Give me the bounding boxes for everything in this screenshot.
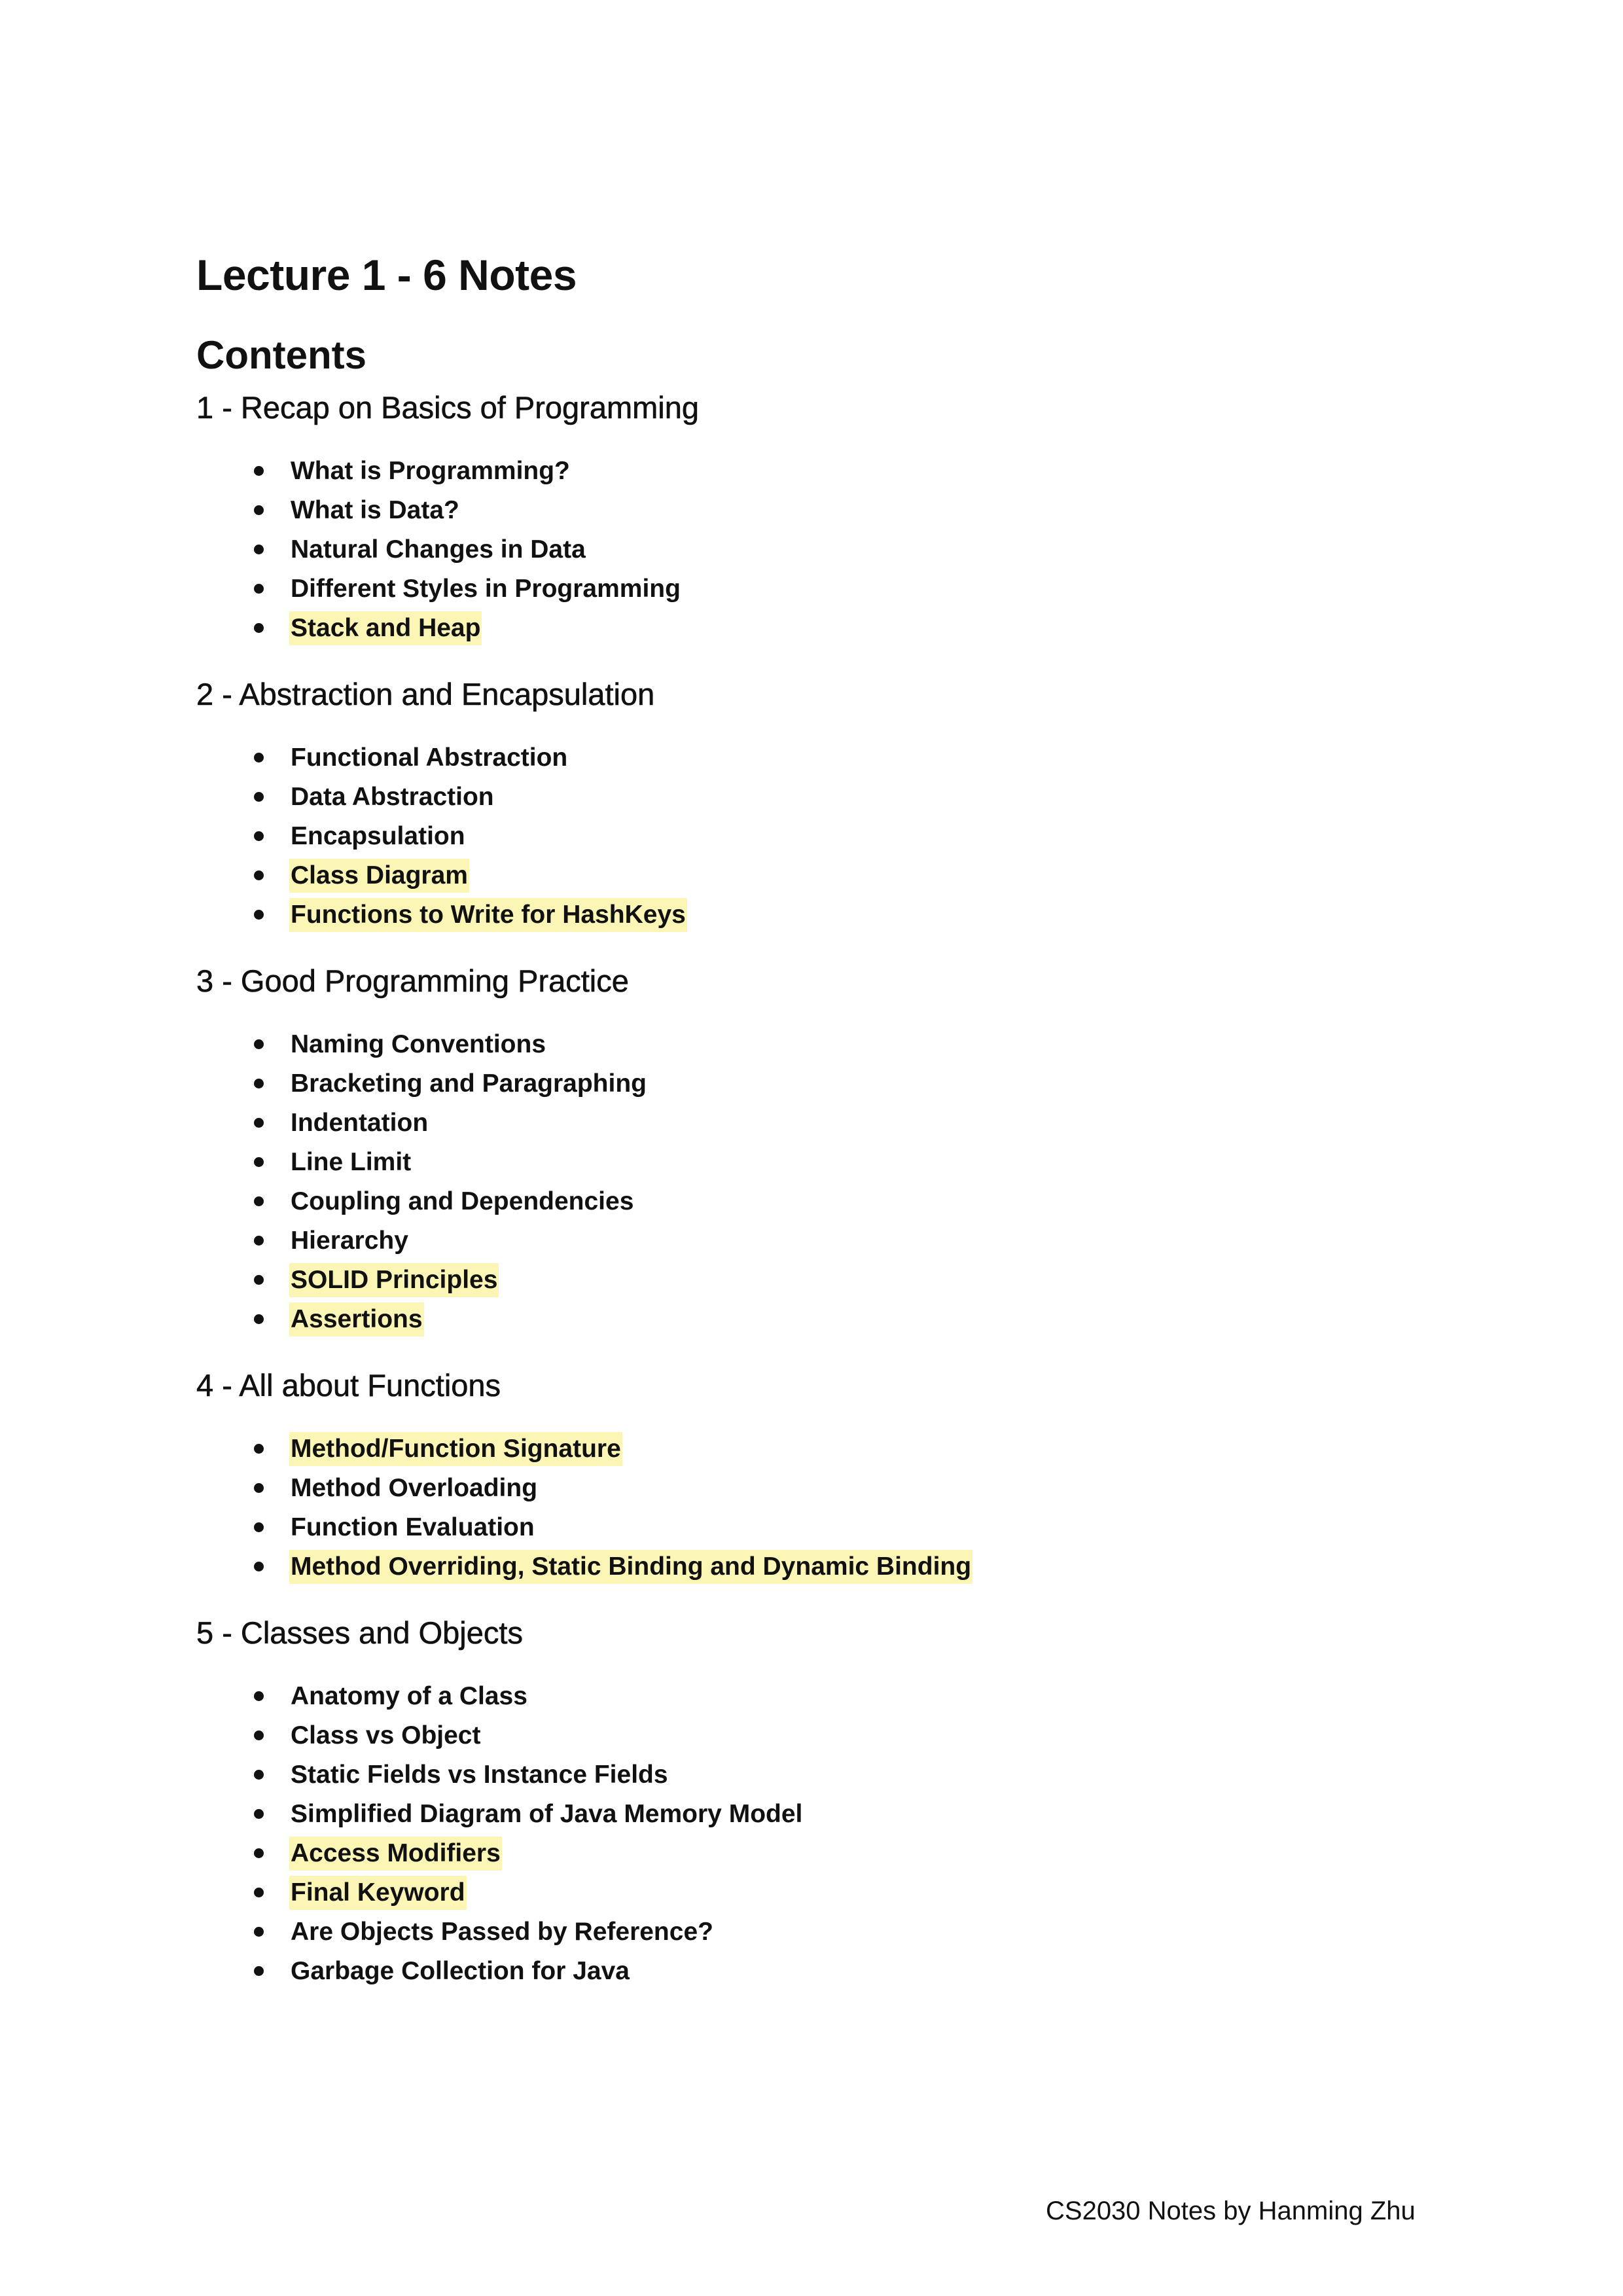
bullet-icon (254, 1483, 264, 1493)
toc-item-label: Garbage Collection for Java (291, 1957, 630, 1985)
toc-item[interactable] (196, 1064, 1440, 1103)
page-footer: CS2030 Notes by Hanming Zhu (1046, 2197, 1416, 2225)
toc-item-label: Anatomy of a Class (291, 1682, 527, 1710)
toc-item-label: Hierarchy (291, 1227, 408, 1255)
toc-item-label: Static Fields vs Instance Fields (291, 1761, 668, 1789)
toc-item[interactable] (196, 1795, 1440, 1834)
toc-item[interactable] (196, 1834, 1440, 1873)
bullet-icon (254, 1236, 264, 1246)
bullet-icon (254, 545, 264, 554)
bullet-icon (254, 910, 264, 920)
toc-section (196, 958, 1440, 1339)
toc-item-label: Are Objects Passed by Reference? (291, 1918, 713, 1946)
toc-item[interactable] (196, 569, 1440, 609)
toc-item-label: Functional Abstraction (291, 744, 568, 772)
toc-section-title[interactable]: 5 - Classes and Objects (196, 1615, 523, 1650)
bullet-icon (254, 1196, 264, 1206)
toc-item-label: Data Abstraction (291, 783, 494, 811)
toc-item-list (196, 1429, 1440, 1587)
bullet-icon (254, 623, 264, 633)
toc-item-list (196, 452, 1440, 648)
bullet-icon (254, 753, 264, 762)
bullet-icon (254, 1770, 264, 1780)
toc-item[interactable] (196, 1469, 1440, 1508)
toc-item-label: Simplified Diagram of Java Memory Model (291, 1800, 803, 1828)
toc-item[interactable] (196, 609, 1440, 648)
toc-item[interactable] (196, 491, 1440, 530)
toc-item[interactable] (196, 856, 1440, 895)
document-page (196, 242, 1440, 1991)
toc-item[interactable] (196, 817, 1440, 856)
toc-item-label-highlighted: Method/Function Signature (289, 1432, 622, 1466)
bullet-icon (254, 1848, 264, 1858)
toc-section (196, 672, 1440, 935)
toc-item-label-highlighted: Functions to Write for HashKeys (289, 898, 687, 932)
toc-item-label: Function Evaluation (291, 1513, 535, 1541)
bullet-icon (254, 1522, 264, 1532)
toc-item[interactable] (196, 1547, 1440, 1587)
toc-item-label-highlighted: Method Overriding, Static Binding and Dynamic Binding (289, 1550, 972, 1584)
toc-section (196, 1363, 1440, 1587)
toc-section-title[interactable]: 1 - Recap on Basics of Programming (196, 390, 699, 425)
toc-item-list (196, 1677, 1440, 1991)
toc-item[interactable] (196, 1429, 1440, 1469)
bullet-icon (254, 792, 264, 802)
toc-item[interactable] (196, 1025, 1440, 1064)
toc-item-label-highlighted: Access Modifiers (289, 1837, 502, 1871)
toc-item[interactable] (196, 738, 1440, 778)
toc-item-label: Natural Changes in Data (291, 535, 586, 564)
toc-item-label: Class vs Object (291, 1721, 481, 1749)
toc-section (196, 1610, 1440, 1991)
toc-item[interactable] (196, 1508, 1440, 1547)
toc-item-label-highlighted: Class Diagram (289, 859, 469, 893)
bullet-icon (254, 505, 264, 515)
toc-item[interactable] (196, 452, 1440, 491)
toc-item-label-highlighted: Final Keyword (289, 1876, 467, 1910)
contents-heading: Contents (196, 333, 366, 377)
toc-item[interactable] (196, 1221, 1440, 1261)
bullet-icon (254, 1039, 264, 1049)
toc-item-label: Line Limit (291, 1148, 412, 1176)
bullet-icon (254, 831, 264, 841)
bullet-icon (254, 1888, 264, 1897)
toc-item-label-highlighted: Assertions (289, 1302, 424, 1336)
toc-item[interactable] (196, 1182, 1440, 1221)
toc-item-label: What is Data? (291, 496, 459, 524)
toc-item[interactable] (196, 1755, 1440, 1795)
toc-item[interactable] (196, 1677, 1440, 1716)
toc-section-title[interactable]: 4 - All about Functions (196, 1368, 501, 1403)
toc-item-list (196, 1025, 1440, 1339)
toc-item-label: What is Programming? (291, 457, 570, 485)
bullet-icon (254, 1809, 264, 1819)
toc-item[interactable] (196, 1952, 1440, 1991)
toc-item-label: Method Overloading (291, 1474, 538, 1502)
toc-item[interactable] (196, 1103, 1440, 1143)
table-of-contents (196, 385, 1440, 1991)
toc-item[interactable] (196, 1261, 1440, 1300)
toc-item-label: Encapsulation (291, 822, 465, 850)
toc-item-label: Indentation (291, 1109, 429, 1137)
bullet-icon (254, 1275, 264, 1285)
bullet-icon (254, 1079, 264, 1088)
bullet-icon (254, 1927, 264, 1937)
toc-item[interactable] (196, 895, 1440, 935)
bullet-icon (254, 1691, 264, 1701)
bullet-icon (254, 1118, 264, 1128)
toc-item-list (196, 738, 1440, 935)
toc-item[interactable] (196, 530, 1440, 569)
toc-item-label-highlighted: Stack and Heap (289, 611, 482, 645)
toc-item-label: Different Styles in Programming (291, 575, 681, 603)
toc-item[interactable] (196, 1912, 1440, 1952)
bullet-icon (254, 466, 264, 476)
toc-section-title[interactable]: 2 - Abstraction and Encapsulation (196, 677, 655, 711)
bullet-icon (254, 1966, 264, 1976)
toc-item[interactable] (196, 1716, 1440, 1755)
toc-section-title[interactable]: 3 - Good Programming Practice (196, 963, 629, 998)
toc-item[interactable] (196, 1873, 1440, 1912)
document-title: Lecture 1 - 6 Notes (196, 251, 577, 299)
bullet-icon (254, 1444, 264, 1454)
toc-item-label: Naming Conventions (291, 1030, 546, 1058)
toc-item-label: Coupling and Dependencies (291, 1187, 634, 1215)
toc-item-label: Bracketing and Paragraphing (291, 1069, 647, 1098)
bullet-icon (254, 1562, 264, 1571)
toc-section (196, 385, 1440, 648)
bullet-icon (254, 1731, 264, 1740)
bullet-icon (254, 584, 264, 594)
toc-item-label-highlighted: SOLID Principles (289, 1263, 499, 1297)
toc-item[interactable] (196, 778, 1440, 817)
bullet-icon (254, 1314, 264, 1324)
bullet-icon (254, 870, 264, 880)
toc-item[interactable] (196, 1300, 1440, 1339)
bullet-icon (254, 1157, 264, 1167)
toc-item[interactable] (196, 1143, 1440, 1182)
